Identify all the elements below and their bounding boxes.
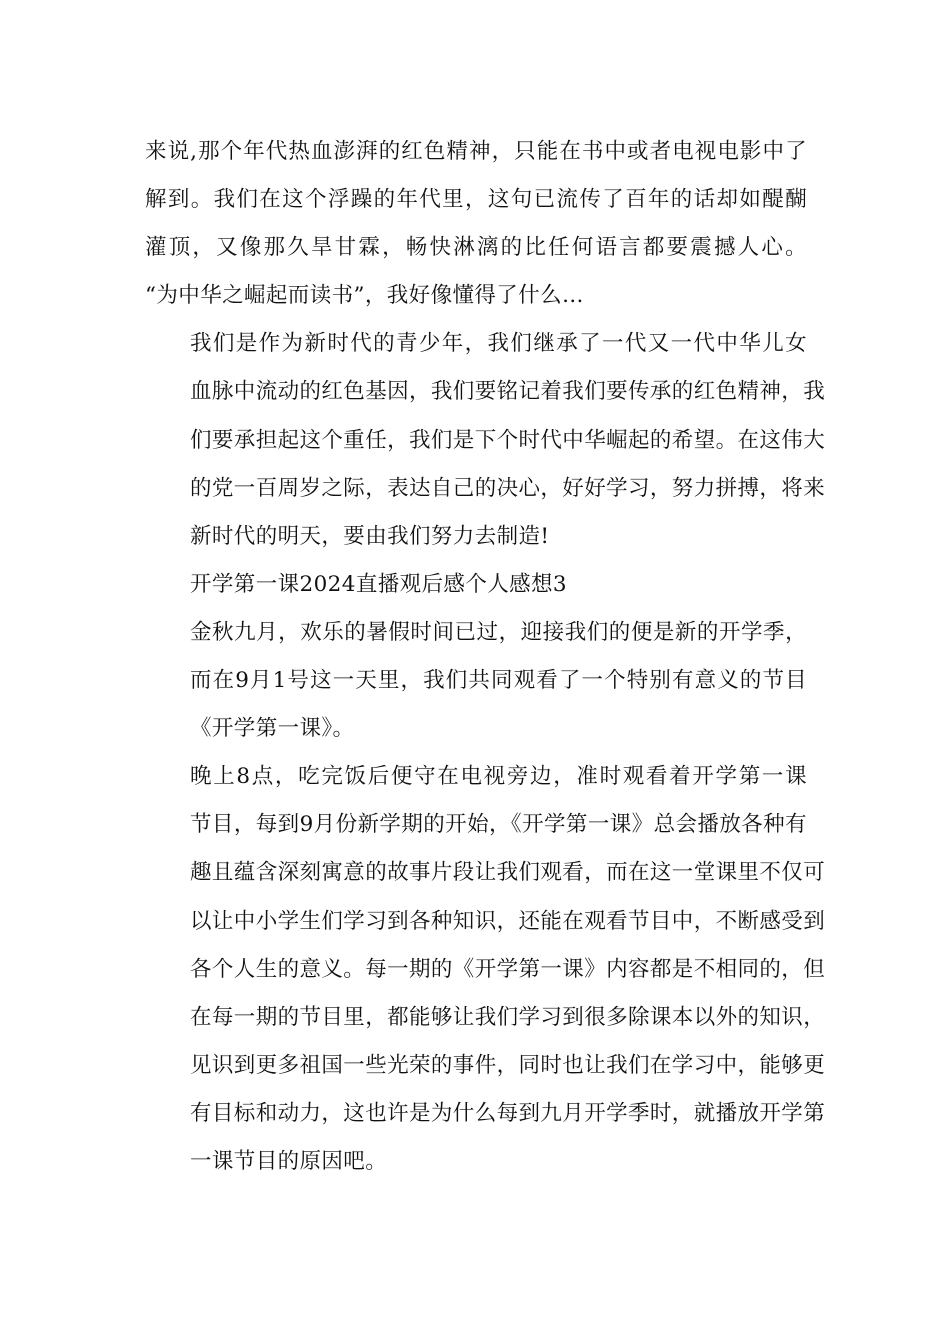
document-body [145,128,826,1186]
text-line: 在每一期的节目里，都能够让我们学习到很多除课本以外的知识， [190,1004,826,1030]
section-heading [145,561,807,609]
text-line: 我们是作为新时代的青少年，我们继承了一代又一代中华儿女 [190,331,807,357]
paragraph-4 [145,753,826,1186]
paragraph-3 [145,609,807,753]
text-line: 开学第一课2024直播观后感个人感想3 [190,571,567,597]
text-line: 来说,那个年代热血澎湃的红色精神，只能在书中或者电视电影中了 [145,139,807,164]
paragraph-2 [145,320,826,560]
text-line: 灌顶，又像那久旱甘霖，畅快淋漓的比任何语言都要震撼人心。 [145,235,807,261]
text-line: 解到。我们在这个浮躁的年代里，这句已流传了百年的话却如醍醐 [145,187,807,213]
text-line: 节目，每到9月份新学期的开始，《开学第一课》总会播放各种有 [190,812,807,838]
text-line: 新时代的明天，要由我们努力去制造! [190,523,550,549]
text-line: “为中华之崛起而读书”，我好像懂得了什么… [145,283,584,309]
text-line: 《开学第一课》。 [190,716,355,742]
text-line: 的党一百周岁之际，表达自己的决心，好好学习，努力拼搏，将来 [190,475,826,501]
text-line: 趣且蕴含深刻寓意的故事片段让我们观看，而在这一堂课里不仅可 [190,860,826,886]
text-line: 们要承担起这个重任，我们是下个时代中华崛起的希望。在这伟大 [190,427,826,453]
text-line: 晚上8点，吃完饭后便守在电视旁边，准时观看着开学第一课 [190,764,807,790]
text-line: 一课节目的原因吧。 [190,1148,388,1174]
paragraph-1 [145,128,807,320]
text-line: 各个人生的意义。每一期的《开学第一课》内容都是不相同的，但 [190,956,826,982]
text-line: 见识到更多祖国一些光荣的事件，同时也让我们在学习中，能够更 [190,1052,826,1078]
text-line: 有目标和动力，这也许是为什么每到九月开学季时，就播放开学第 [190,1100,826,1126]
text-line: 以让中小学生们学习到各种知识，还能在观看节目中，不断感受到 [190,908,826,934]
text-line: 金秋九月，欢乐的暑假时间已过，迎接我们的便是新的开学季， [190,619,807,645]
text-line: 血脉中流动的红色基因，我们要铭记着我们要传承的红色精神，我 [190,379,826,405]
text-line: 而在9月1号这一天里，我们共同观看了一个特别有意义的节目 [190,668,807,694]
